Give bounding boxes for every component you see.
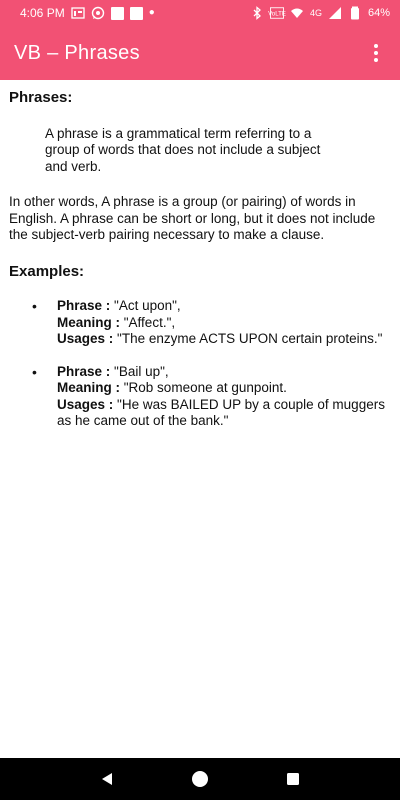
example-item: [32, 364, 390, 430]
example-meaning-line: [57, 380, 390, 397]
menu-dot: [374, 51, 378, 55]
square-notification-icon: [130, 7, 143, 20]
example-phrase-line: [57, 298, 390, 315]
status-bar: [0, 0, 400, 26]
bluetooth-icon: [250, 6, 264, 20]
explanation-paragraph: In other words, A phrase is a group (or pairing) of words in English. A phrase can be short or long, but it does not include the subject-verb pairing necessary to make a clause.: [9, 194, 376, 242]
example-meaning-line: [57, 315, 390, 332]
battery-icon: [348, 6, 362, 20]
meaning-value: "Rob someone at gunpoint.: [120, 380, 287, 395]
section-heading-examples: Examples:: [9, 262, 85, 280]
content-area[interactable]: [0, 80, 400, 758]
example-usages-line: [57, 331, 390, 348]
meaning-label: Meaning :: [57, 314, 120, 330]
bullet-icon: •: [32, 363, 37, 380]
examples-list: [9, 298, 390, 430]
meaning-label: Meaning :: [57, 380, 120, 395]
back-triangle-icon[interactable]: [98, 770, 116, 788]
example-phrase-line: [57, 364, 390, 381]
phrase-label: Phrase :: [57, 363, 111, 379]
app-title: VB – Phrases: [14, 41, 140, 64]
example-usages-line: [57, 397, 390, 430]
system-nav-bar: [0, 758, 400, 800]
volte-icon: [270, 6, 284, 20]
recents-square-icon[interactable]: [284, 770, 302, 788]
meaning-value: "Affect.",: [120, 314, 176, 330]
usages-value: "The enzyme ACTS UPON certain proteins.": [113, 331, 383, 346]
network-type: 4G: [309, 8, 322, 18]
phrase-label: Phrase :: [57, 298, 111, 313]
battery-percent: 64%: [367, 7, 390, 19]
dot-icon: ●: [148, 7, 155, 18]
bullet-icon: •: [32, 298, 37, 314]
more-vert-icon[interactable]: [364, 38, 388, 68]
home-circle-icon[interactable]: [191, 770, 209, 788]
square-notification-icon: [111, 7, 124, 20]
status-time: 4:06 PM: [20, 6, 65, 20]
menu-dot: [374, 44, 378, 48]
app-bar: [0, 26, 400, 80]
phrase-value: "Act upon",: [110, 298, 181, 313]
signal-icon: [328, 6, 342, 20]
whatsapp-icon: [91, 6, 105, 20]
menu-dot: [374, 58, 378, 62]
status-right: [250, 6, 390, 20]
phrase-value: "Bail up",: [110, 363, 169, 379]
usages-label: Usages :: [57, 396, 114, 412]
gallery-notification-icon: [71, 6, 85, 20]
section-heading-phrases: Phrases:: [9, 89, 73, 106]
volte-label: VoLTE: [268, 10, 286, 18]
definition-quote: A phrase is a grammatical term referring to a group of words that does not include a subject and verb.: [45, 125, 321, 174]
usages-value: "He was BAILED UP by a couple of muggers as he came out of the bank.": [57, 396, 385, 428]
status-left: [20, 6, 155, 20]
usages-label: Usages :: [57, 331, 114, 346]
wifi-icon: [290, 6, 304, 20]
example-item: [32, 298, 390, 348]
